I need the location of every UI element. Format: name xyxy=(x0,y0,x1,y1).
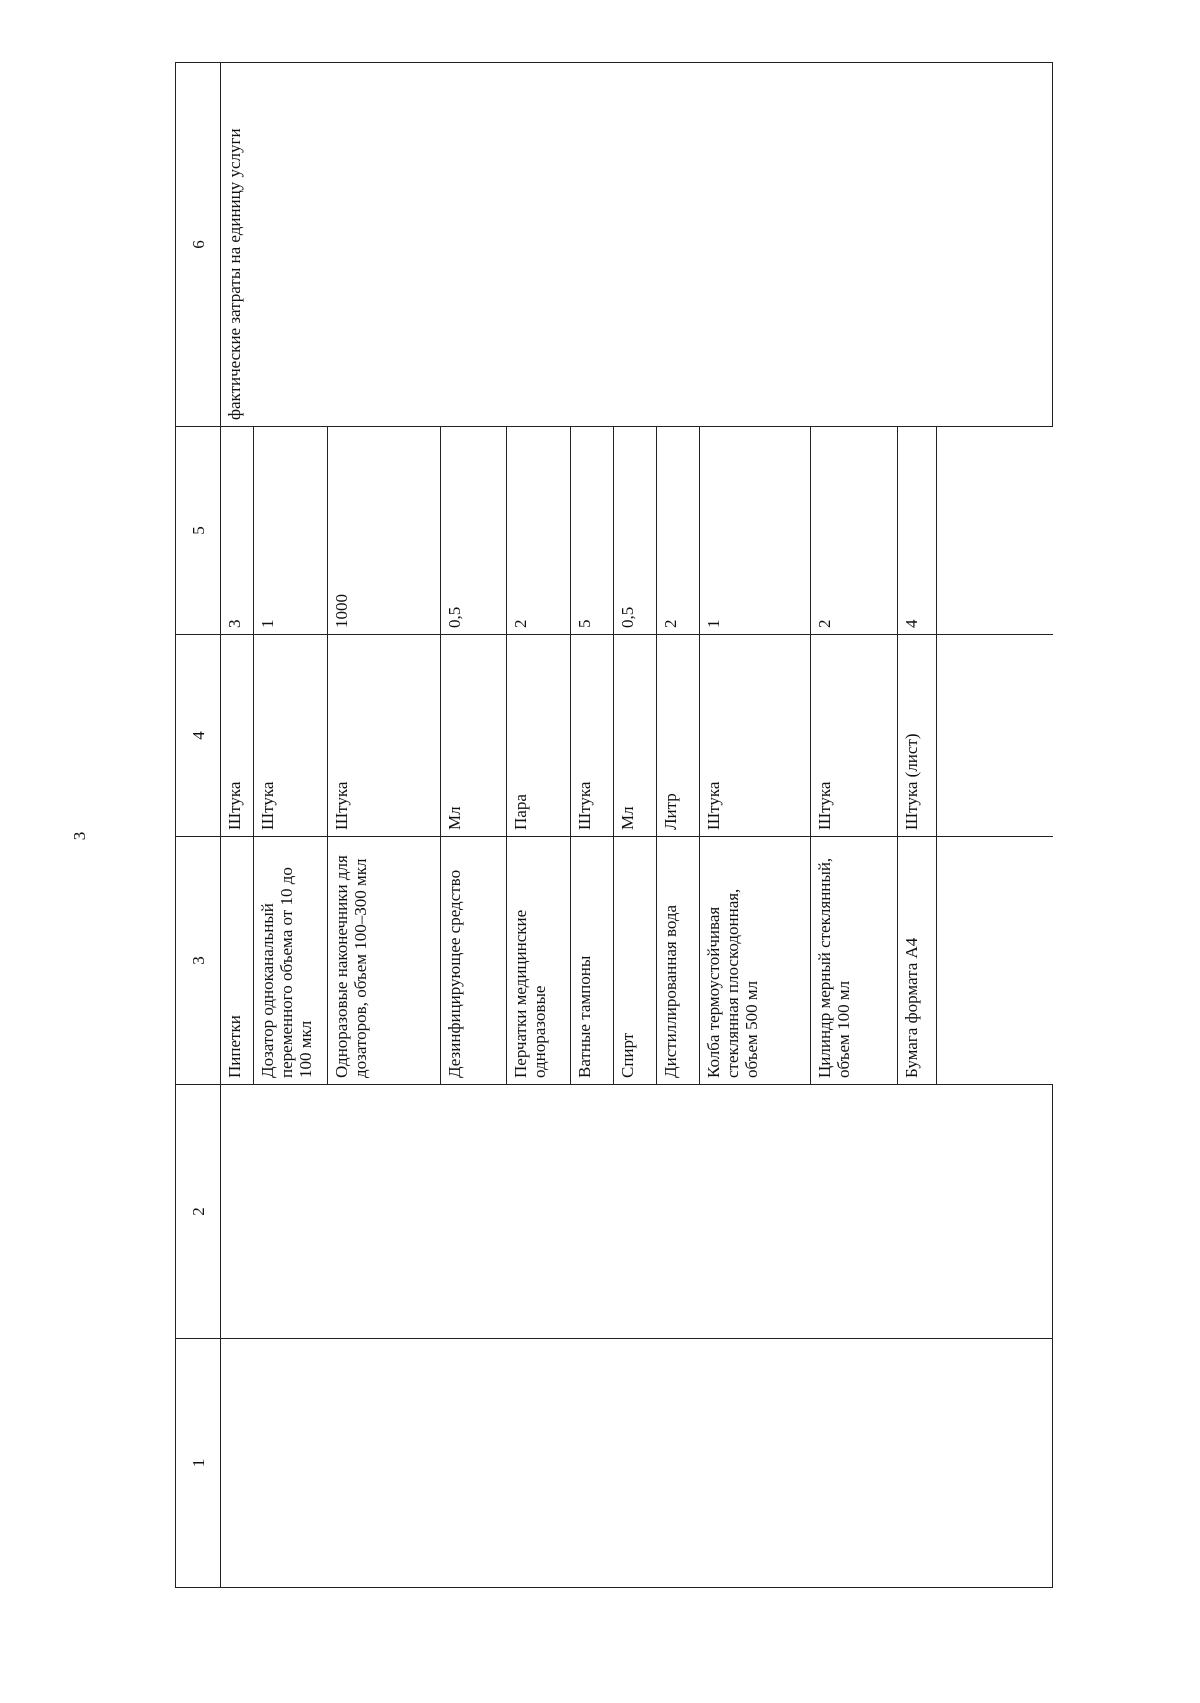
item-name-cell: Ватные тампоны xyxy=(571,837,614,1085)
item-quantity-cell: 1 xyxy=(700,427,811,635)
item-unit-cell: Штука xyxy=(254,635,328,837)
item-name-cell: Цилиндр мерный стеклянный, объем 100 мл xyxy=(811,837,898,1085)
item-quantity-cell: 3 xyxy=(221,427,254,635)
cell-col-1 xyxy=(221,1339,1053,1588)
header-col-6: 6 xyxy=(176,63,221,427)
item-quantity-cell: 1000 xyxy=(328,427,441,635)
page-number: 3 xyxy=(70,831,89,841)
empty-cell xyxy=(937,635,1053,837)
item-name-cell: Колба термоустойчивая стеклянная плоскодонная, объем 500 мл xyxy=(700,837,811,1085)
header-col-1: 1 xyxy=(176,1339,221,1588)
header-row xyxy=(176,63,221,1588)
item-unit-cell: Литр xyxy=(657,635,700,837)
item-unit-cell: Штука xyxy=(571,635,614,837)
item-quantity-cell: 5 xyxy=(571,427,614,635)
resource-table xyxy=(175,62,1053,1588)
item-unit-cell: Штука xyxy=(221,635,254,837)
item-quantity-cell: 2 xyxy=(507,427,571,635)
item-name-cell: Дозатор одноканальный переменного объема от 10 до 100 мкл xyxy=(254,837,328,1085)
item-name-cell: Дезинфицирующее средство xyxy=(441,837,507,1085)
cell-col-2 xyxy=(221,1085,1053,1339)
item-quantity-cell: 4 xyxy=(898,427,937,635)
item-name-cell: Дистиллированная вода xyxy=(657,837,700,1085)
item-unit-cell: Штука xyxy=(328,635,441,837)
item-quantity-cell: 1 xyxy=(254,427,328,635)
item-quantity-cell: 2 xyxy=(657,427,700,635)
item-name-cell: Пипетки xyxy=(221,837,254,1085)
item-name-cell: Перчатки медицинские одноразовые xyxy=(507,837,571,1085)
item-unit-cell: Штука xyxy=(811,635,898,837)
header-col-5: 5 xyxy=(176,427,221,635)
item-unit-cell: Мл xyxy=(441,635,507,837)
empty-cell xyxy=(937,837,1053,1085)
cost-note-cell: фактические затраты на единицу услуги xyxy=(221,63,1053,427)
item-name-cell: Бумага формата А4 xyxy=(898,837,937,1085)
table-body xyxy=(221,63,1053,1588)
item-unit-cell: Пара xyxy=(507,635,571,837)
header-col-2: 2 xyxy=(176,1085,221,1339)
header-col-4: 4 xyxy=(176,635,221,837)
item-name-cell: Спирт xyxy=(614,837,657,1085)
header-col-3: 3 xyxy=(176,837,221,1085)
item-quantity-cell: 0,5 xyxy=(614,427,657,635)
item-name-cell: Одноразовые наконечники для дозаторов, объем 100–300 мкл xyxy=(328,837,441,1085)
item-quantity-cell: 0,5 xyxy=(441,427,507,635)
empty-cell xyxy=(937,427,1053,635)
rotated-table-wrapper xyxy=(175,63,1053,1588)
item-unit-cell: Штука xyxy=(700,635,811,837)
item-quantity-cell: 2 xyxy=(811,427,898,635)
table-row xyxy=(221,63,254,1588)
item-unit-cell: Штука (лист) xyxy=(898,635,937,837)
item-unit-cell: Мл xyxy=(614,635,657,837)
